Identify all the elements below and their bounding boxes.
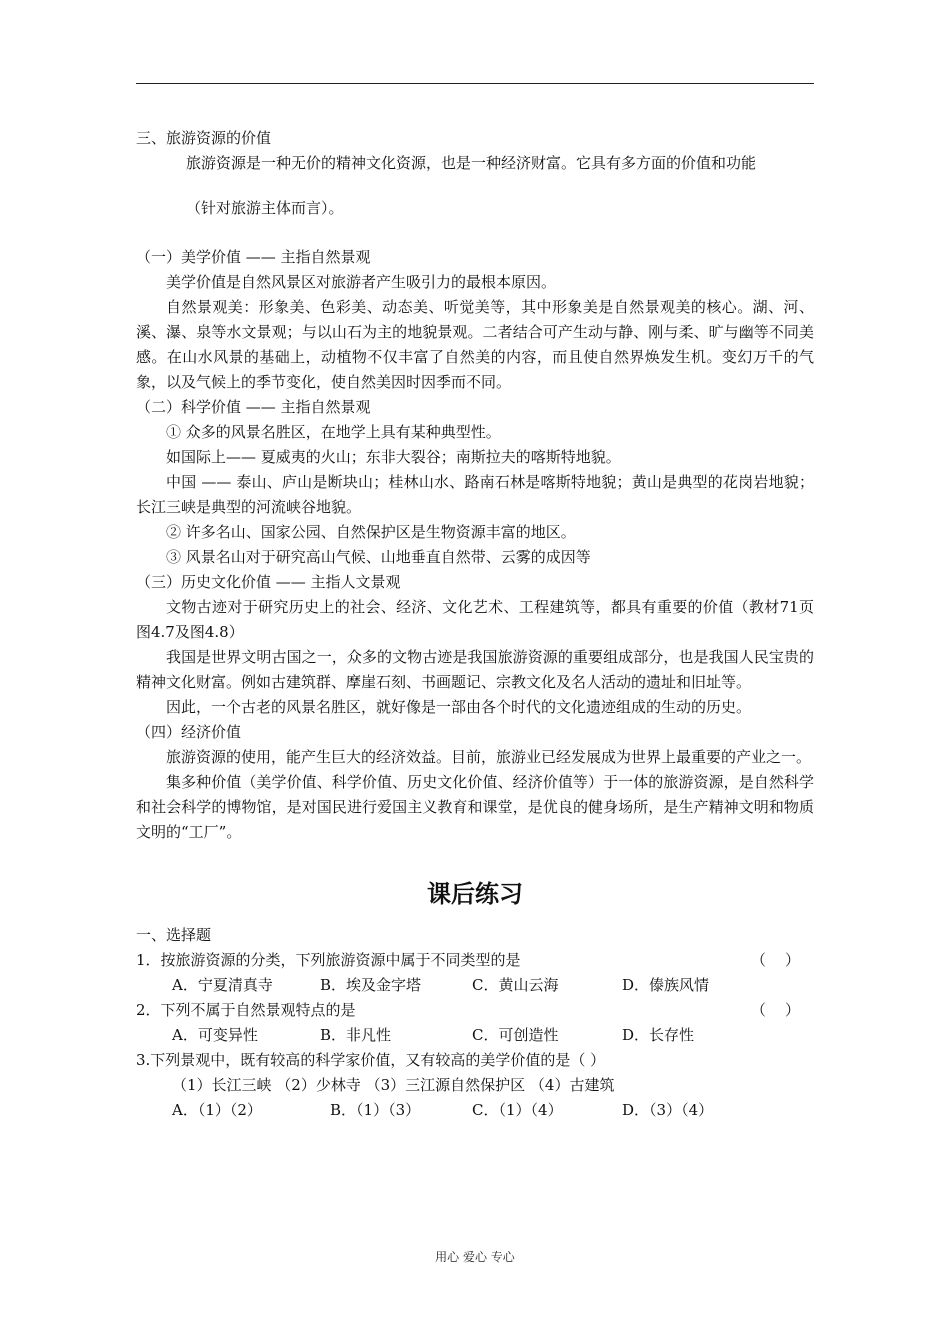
history-paragraph: 因此，一个古老的风景名胜区，就好像是一部由各个时代的文化遗迹组成的生动的历史。	[166, 698, 752, 716]
question-2-options	[136, 1023, 814, 1048]
history-paragraph: 我国是世界文明古国之一，众多的文物古迹是我国旅游资源的重要组成部分，也是我国人民宝贵的精神文化财富。例如古建筑群、摩崖石刻、书画题记、宗教文化及名人活动的遗址和旧址等。	[136, 648, 814, 691]
section-heading: 三、旅游资源的价值	[136, 129, 272, 147]
economic-paragraph: 集多种价值（美学价值、科学价值、历史文化价值、经济价值等）于一体的旅游资源，是自然科学和社会科学的博物馆，是对国民进行爱国主义教育和课堂，是优良的健身场所，是生产精神文明和物质文明的“工厂”。	[136, 773, 814, 841]
option-a: A．（1）（2）	[172, 1101, 262, 1119]
page-footer: 用心 爱心 专心	[435, 1250, 515, 1264]
option-b: B．非凡性	[320, 1026, 392, 1044]
option-d: D．傣族风情	[622, 976, 710, 994]
aesthetic-heading: （一）美学价值 —— 主指自然景观	[136, 248, 371, 266]
document-body	[136, 126, 814, 1123]
question-1	[136, 948, 814, 973]
science-paragraph: ③ 风景名山对于研究高山气候、山地垂直自然带、云雾的成因等	[166, 548, 591, 566]
question-3	[136, 1048, 814, 1073]
option-d: D．长存性	[622, 1026, 695, 1044]
history-paragraph: 文物古迹对于研究历史上的社会、经济、文化艺术、工程建筑等，都具有重要的价值（教材71页 图4.7及图4.8）	[136, 598, 814, 641]
option-c: C．可创造性	[472, 1026, 559, 1044]
science-paragraph: ② 许多名山、国家公园、自然保护区是生物资源丰富的地区。	[166, 523, 576, 541]
question-stem: 2．下列不属于自然景观特点的是	[136, 1001, 356, 1019]
question-3-options	[136, 1098, 814, 1123]
question-stem: 3.下列景观中，既有较高的科学家价值，又有较高的美学价值的是（ ）	[136, 1051, 606, 1069]
answer-blank: （ ）	[750, 1001, 800, 1019]
question-3-items: （1）长江三峡 （2）少林寺 （3）三江源自然保护区 （4）古建筑	[172, 1076, 615, 1094]
intro-paragraph: 旅游资源是一种无价的精神文化资源，也是一种经济财富。它具有多方面的价值和功能	[186, 154, 757, 172]
economic-paragraph: 旅游资源的使用，能产生巨大的经济效益。目前，旅游业已经发展成为世界上最重要的产业之一。	[166, 748, 812, 766]
history-heading: （三）历史文化价值 —— 主指人文景观	[136, 573, 401, 591]
question-1-options	[136, 973, 814, 998]
option-b: B．埃及金字塔	[320, 976, 422, 994]
exercise-title: 课后练习	[427, 880, 523, 908]
question-2	[136, 998, 814, 1023]
aesthetic-paragraph: 美学价值是自然风景区对旅游者产生吸引力的最根本原因。	[166, 273, 557, 291]
economic-heading: （四）经济价值	[136, 723, 242, 741]
option-c: C．黄山云海	[472, 976, 559, 994]
option-a: A．可变异性	[172, 1026, 258, 1044]
exercise-section: 一、选择题	[136, 926, 212, 944]
question-stem: 1．按旅游资源的分类，下列旅游资源中属于不同类型的是	[136, 951, 521, 969]
header-rule	[136, 83, 814, 84]
option-c: C．（1）（4）	[472, 1101, 563, 1119]
answer-blank: （ ）	[750, 951, 800, 969]
science-paragraph: ① 众多的风景名胜区，在地学上具有某种典型性。	[166, 423, 501, 441]
science-heading: （二）科学价值 —— 主指自然景观	[136, 398, 371, 416]
science-paragraph: 如国际上—— 夏威夷的火山；东非大裂谷；南斯拉夫的喀斯特地貌。	[166, 448, 621, 466]
option-b: B．（1）（3）	[330, 1101, 421, 1119]
intro-note: （针对旅游主体而言）。	[186, 199, 344, 217]
option-a: A．宁夏清真寺	[172, 976, 273, 994]
science-paragraph: 中国 —— 泰山、庐山是断块山；桂林山水、路南石林是喀斯特地貌；黄山是典型的花岗岩地貌；长江三峡是典型的河流峡谷地貌。	[136, 473, 814, 516]
aesthetic-paragraph: 自然景观美：形象美、色彩美、动态美、听觉美等，其中形象美是自然景观美的核心。湖、河、溪、瀑、泉等水文景观；与以山石为主的地貌景观。二者结合可产生动与静、刚与柔、旷与幽等不同美感。在山水风景的基础上，动植物不仅丰富了自然美的内容，而且使自然界焕发生机。变幻万千的气象，以及气候上的季节变化，使自然美因时因季而不同。	[136, 298, 814, 391]
option-d: D．（3）（4）	[622, 1101, 714, 1119]
